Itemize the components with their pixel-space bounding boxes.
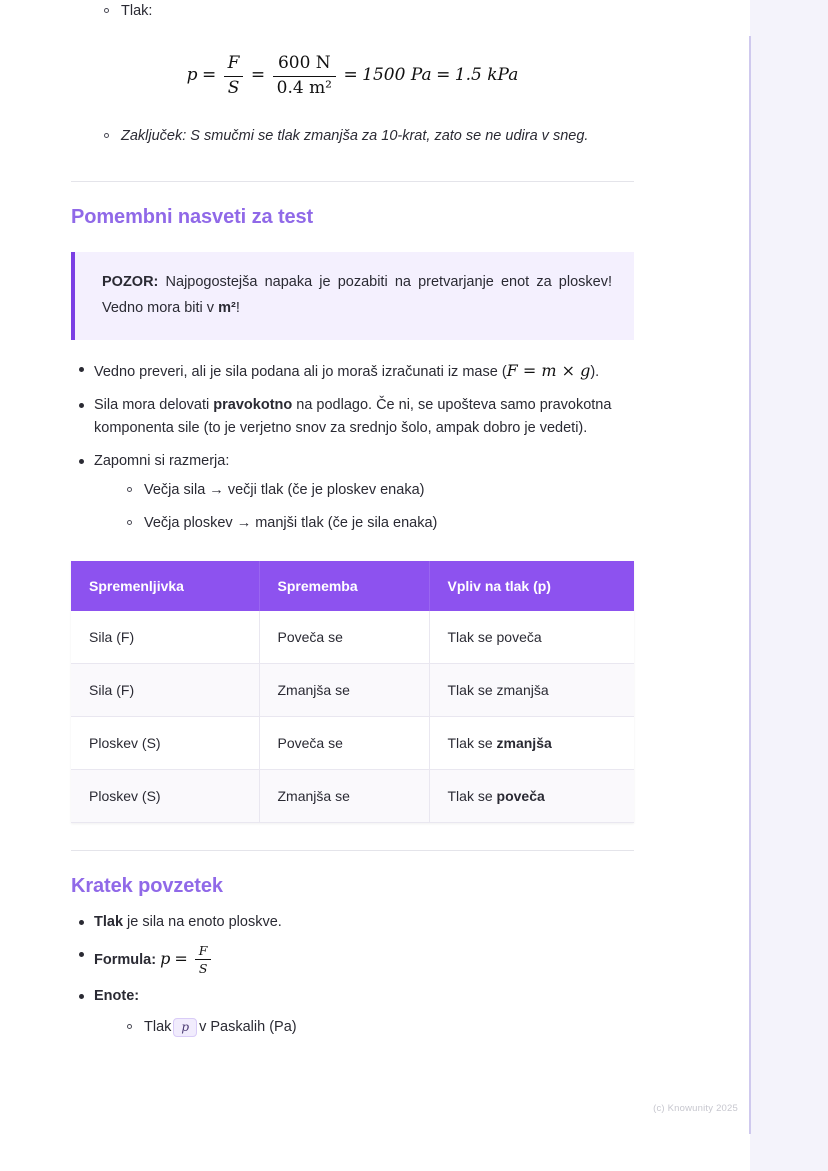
list-item — [71, 358, 634, 384]
equation-equals-1: = — [201, 65, 217, 86]
table-cell: Sila (F) — [71, 664, 259, 717]
scrollbar-track[interactable] — [749, 36, 751, 1134]
page-right-rail — [750, 0, 828, 1171]
summary-1-rest: je sila na enoto ploskve. — [123, 914, 282, 931]
table-cell: Poveča se — [259, 717, 429, 770]
tip-3-sub-1: Večja sila → večji tlak (če je ploskev enaka) — [144, 482, 425, 499]
fraction-numerator: F — [195, 943, 212, 961]
page-title-summary: Kratek povzetek — [71, 875, 223, 898]
table-row — [71, 664, 634, 717]
callout-unit: m² — [218, 299, 236, 316]
warning-callout — [71, 252, 634, 340]
table-header-cell: Spremenljivka — [71, 561, 259, 611]
table-cell: Ploskev (S) — [71, 717, 259, 770]
fraction-denominator: S — [227, 77, 240, 98]
list-item — [71, 125, 634, 148]
list-item — [94, 1016, 634, 1039]
cell-text-pre: Tlak se — [447, 788, 497, 805]
table-cell: Sila (F) — [71, 611, 259, 664]
list-item — [71, 450, 634, 535]
page-title-tips: Pomembni nasveti za test — [71, 206, 314, 229]
summary-sublist — [94, 1016, 634, 1039]
footer-copyright: (c) Knowunity 2025 — [653, 1103, 738, 1114]
tip-1-text-after: ). — [590, 364, 600, 381]
summary-formula-lhs: p — [160, 948, 171, 968]
table-cell: Zmanjša se — [259, 770, 429, 823]
tip-1-formula: F = m × g — [506, 361, 591, 381]
equation-lhs: p — [186, 65, 198, 86]
conclusion-text: Zaključek: S smučmi se tlak zmanjša za 10-krat, zato se ne udira v sneg. — [121, 127, 589, 144]
table-cell — [429, 717, 634, 770]
equation-equals-4: = — [436, 65, 451, 86]
table-cell: Poveča se — [259, 611, 429, 664]
table-row — [71, 717, 634, 770]
pressure-equation — [71, 53, 634, 99]
table-cell: Tlak se poveča — [429, 611, 634, 664]
table-header-cell: Sprememba — [259, 561, 429, 611]
fraction-denominator: S — [198, 961, 208, 977]
equation-fraction-symbolic — [224, 53, 244, 99]
tip-2-text-after: na podlago. Če ni, se upošteva samo pravokotna komponenta sile (to je verjetno snov za srednjo šolo, ampak dobro je vedeti). — [94, 396, 612, 437]
summary-formula-equals: = — [174, 948, 188, 968]
cell-text-bold: poveča — [496, 788, 545, 805]
table-cell — [429, 770, 634, 823]
callout-text-1: Najpogostejša napaka je pozabiti na pretvarjanje enot za ploskev! Vedno mora biti v — [102, 274, 612, 316]
fraction-denominator-value: 0.4 m² — [276, 77, 332, 98]
table-header-row — [71, 561, 634, 611]
table-cell: Zmanjša se — [259, 664, 429, 717]
summary-3-bold: Enote: — [94, 987, 140, 1004]
divider — [71, 181, 634, 182]
intro-list — [71, 0, 634, 23]
list-item — [94, 479, 634, 502]
table-cell: Tlak se zmanjša — [429, 664, 634, 717]
fraction-numerator: F — [224, 53, 244, 76]
summary-sub-before: Tlak — [144, 1019, 172, 1036]
pressure-relations-table — [71, 561, 634, 823]
list-item — [71, 394, 634, 441]
summary-1-bold: Tlak — [94, 914, 124, 931]
equation-equals-3: = — [343, 65, 358, 86]
inline-code-chip: p — [173, 1018, 197, 1037]
table-cell: Ploskev (S) — [71, 770, 259, 823]
table-row — [71, 611, 634, 664]
table-header-cell: Vpliv na tlak (p) — [429, 561, 634, 611]
tip-3-sub-2: Večja ploskev → manjši tlak (če je sila enaka) — [144, 514, 438, 531]
list-item — [71, 911, 634, 934]
equation-result-pa: 1500 Pa — [362, 65, 432, 86]
callout-label: POZOR: — [102, 274, 159, 291]
summary-2-bold: Formula: — [94, 951, 157, 968]
equation-fraction-numeric — [273, 53, 336, 99]
intro-item-label: Tlak: — [121, 3, 153, 19]
tips-list — [71, 358, 634, 535]
list-item — [71, 0, 634, 23]
summary-sub-after: v Paskalih (Pa) — [199, 1019, 297, 1036]
conclusion-list — [71, 125, 634, 148]
tip-2-text-before: Sila mora delovati — [94, 396, 214, 413]
list-item — [71, 985, 634, 1040]
cell-text-pre: Tlak se — [447, 735, 497, 752]
table-row — [71, 770, 634, 823]
list-item — [71, 943, 634, 977]
list-item — [94, 512, 634, 535]
summary-formula-fraction — [195, 943, 212, 977]
tip-1-text-before: Vedno preveri, ali je sila podana ali jo moraš izračunati iz mase ( — [94, 364, 507, 381]
tip-3-sublist — [94, 479, 634, 535]
equation-equals-2: = — [250, 65, 266, 86]
tip-3-text: Zapomni si razmerja: — [94, 452, 230, 469]
tip-2-bold: pravokotno — [213, 396, 293, 413]
summary-list — [71, 911, 634, 1040]
cell-text-bold: zmanjša — [496, 735, 552, 752]
callout-text-2: ! — [235, 299, 240, 316]
document-content — [71, 0, 634, 1044]
equation-result-kpa: 1.5 kPa — [454, 65, 519, 86]
fraction-numerator-value: 600 N — [273, 53, 336, 76]
divider — [71, 850, 634, 851]
